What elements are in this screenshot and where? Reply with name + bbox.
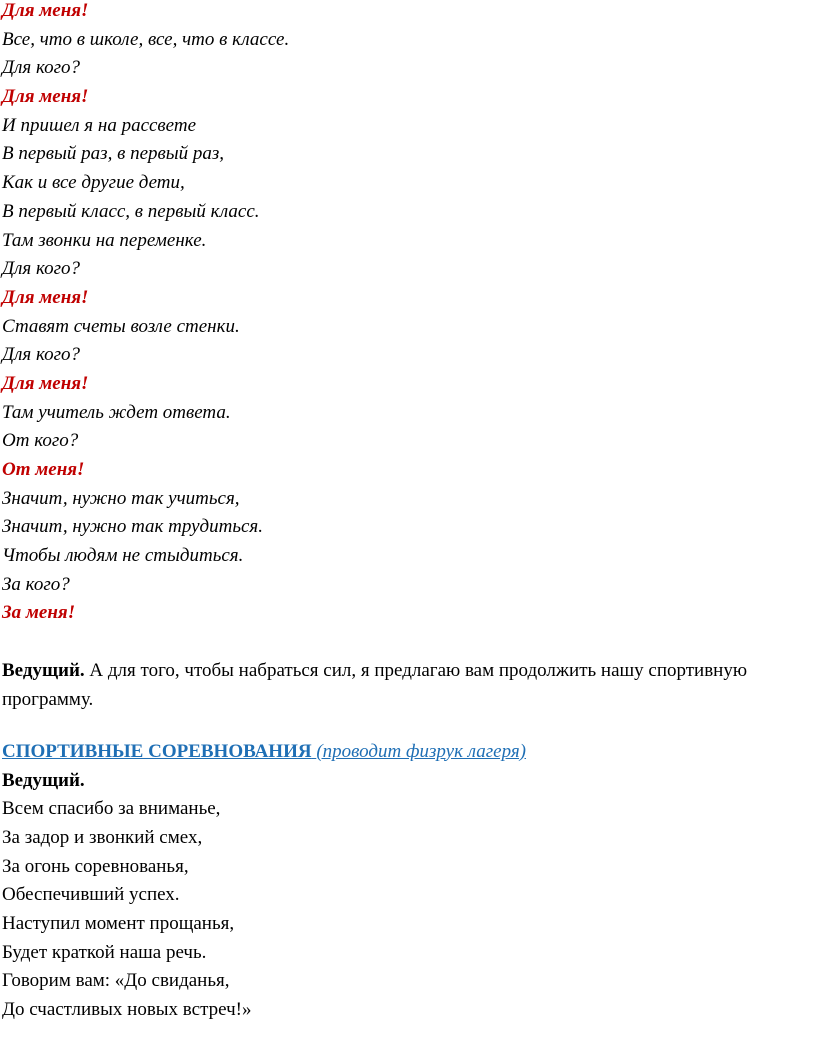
poem-line: Для меня!	[2, 0, 89, 21]
poem-line: И пришел я на рассвете	[2, 114, 197, 136]
spacer	[2, 715, 802, 737]
section-heading	[2, 737, 802, 767]
poem-line: В первый класс, в первый класс.	[2, 200, 260, 222]
poem-line: Чтобы людям не стыдиться.	[2, 545, 244, 567]
closing-verse	[2, 767, 802, 1025]
poem-line: За меня!	[2, 602, 76, 624]
closing-line: Всем спасибо за вниманье,	[2, 798, 221, 820]
poem-line: Для меня!	[2, 286, 89, 308]
closing-line: За задор и звонкий смех,	[2, 826, 203, 848]
poem-line: Для кого?	[2, 57, 81, 79]
section-subtitle-link[interactable]: (проводит физрук лагеря)	[316, 740, 526, 762]
closing-line: До счастливых новых встреч!»	[2, 999, 252, 1021]
poem-line: За кого?	[2, 573, 70, 595]
host-paragraph	[2, 657, 762, 714]
closing-line: Обеспечивший успех.	[2, 884, 180, 906]
section-title-link[interactable]: СПОРТИВНЫЕ СОРЕВНОВАНИЯ	[2, 740, 312, 762]
poem-line: Для кого?	[2, 344, 81, 366]
host-text: А для того, чтобы набраться сил, я предлагаю вам продолжить нашу спортивную программу.	[2, 660, 748, 710]
poem-line: Для меня!	[2, 372, 89, 394]
poem-line: Значит, нужно так учиться,	[2, 487, 240, 509]
closing-line: Будет краткой наша речь.	[2, 941, 207, 963]
poem-line: Для кого?	[2, 258, 81, 280]
closing-line: Наступил момент прощанья,	[2, 912, 235, 934]
closing-line: За огонь соревнованья,	[2, 855, 189, 877]
closing-speaker: Ведущий.	[2, 769, 85, 791]
poem-line: Все, что в школе, все, что в классе.	[2, 28, 290, 50]
poem-line: Там звонки на переменке.	[2, 229, 207, 251]
poem-line: Как и все другие дети,	[2, 172, 185, 194]
poem	[2, 0, 802, 628]
document-page	[2, 0, 802, 1025]
poem-line: Значит, нужно так трудиться.	[2, 516, 264, 538]
poem-line: Для меня!	[2, 86, 89, 108]
poem-line: Ставят счеты возле стенки.	[2, 315, 240, 337]
poem-line: Там учитель ждет ответа.	[2, 401, 231, 423]
closing-line: Говорим вам: «До свиданья,	[2, 970, 230, 992]
poem-line: От меня!	[2, 459, 85, 480]
poem-line: В первый раз, в первый раз,	[2, 143, 225, 165]
spacer	[2, 628, 802, 657]
host-speaker: Ведущий.	[2, 660, 85, 682]
poem-line: От кого?	[2, 430, 79, 452]
